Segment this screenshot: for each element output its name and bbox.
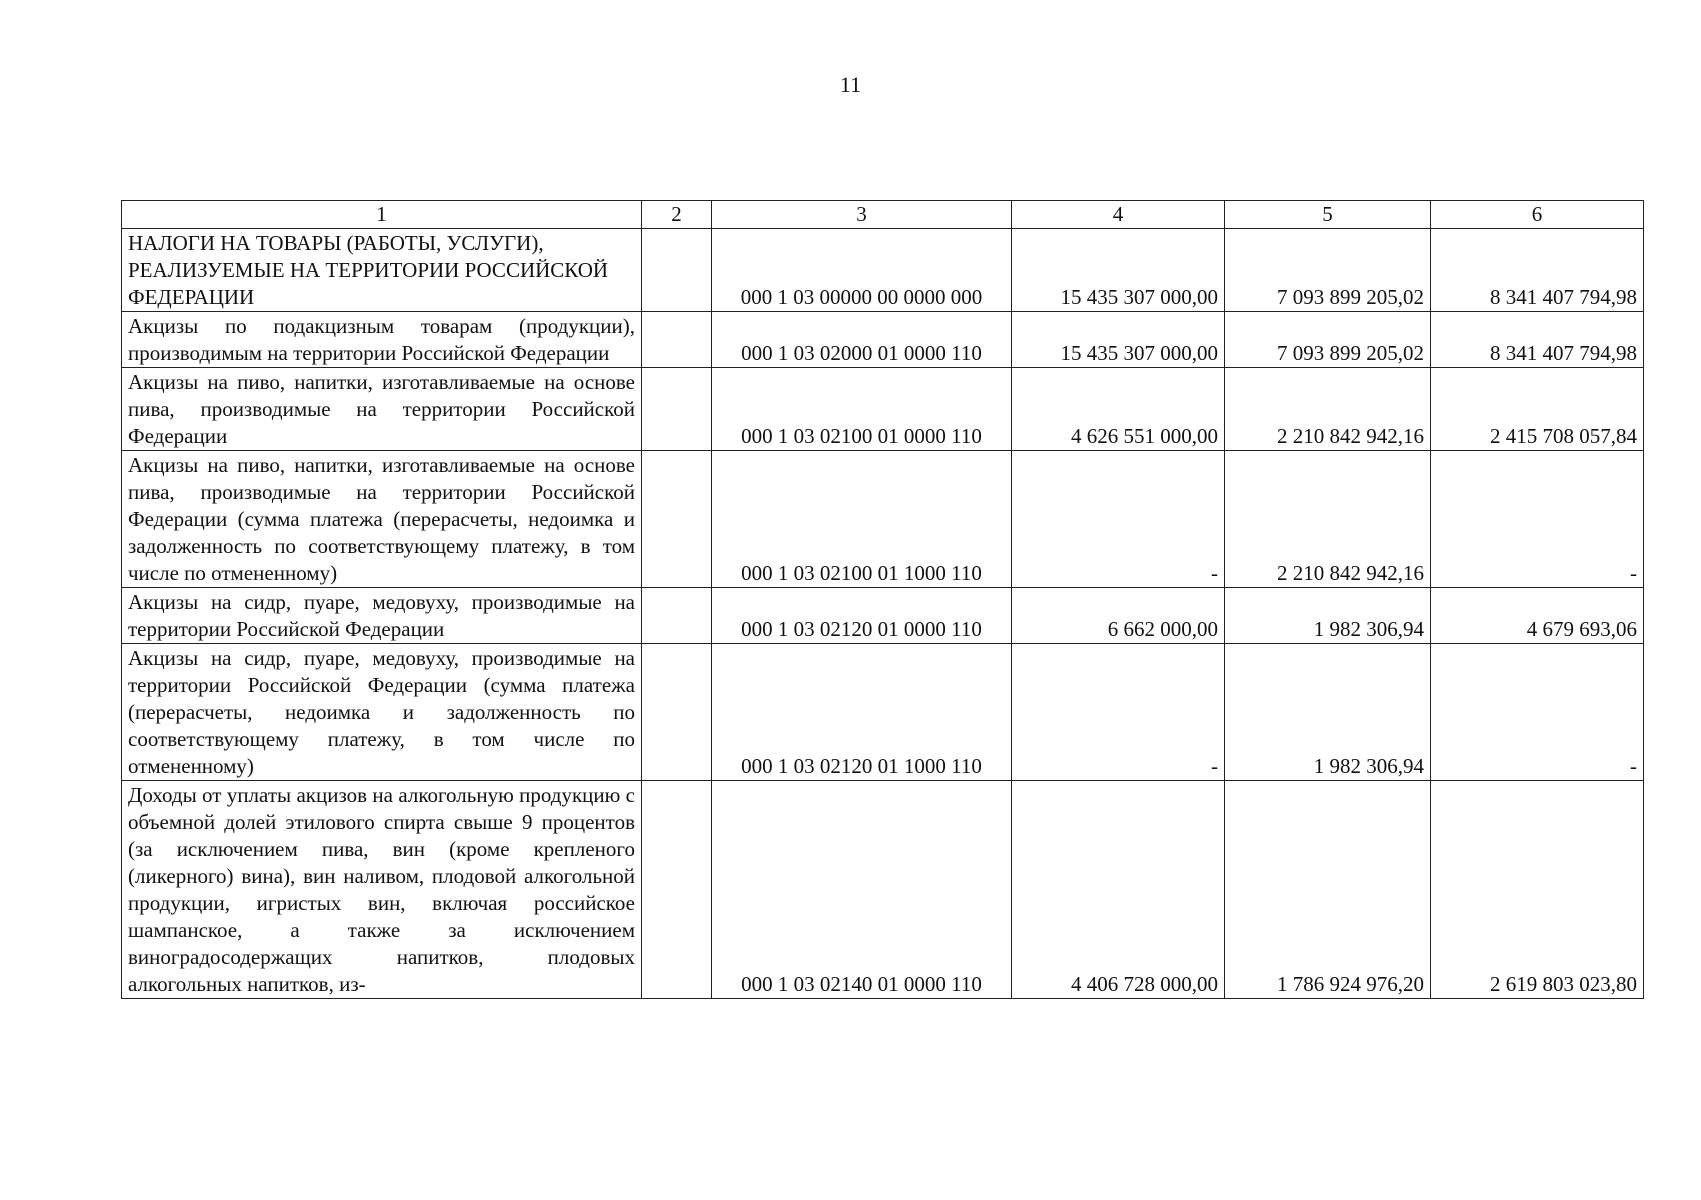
row-col2 [642,368,712,451]
row-remaining: 2 415 708 057,84 [1431,368,1644,451]
row-col2 [642,229,712,312]
row-code: 000 1 03 02100 01 0000 110 [712,368,1012,451]
row-executed: 2 210 842 942,16 [1225,368,1431,451]
row-name: НАЛОГИ НА ТОВАРЫ (РАБОТЫ, УСЛУГИ), РЕАЛИЗУЕМЫЕ НА ТЕРРИТОРИИ РОССИЙСКОЙ ФЕДЕРАЦИИ [122,229,642,312]
row-plan: 15 435 307 000,00 [1012,229,1225,312]
row-name: Акцизы на пиво, напитки, изготавливаемые на основе пива, производимые на территории Российской Федерации [122,368,642,451]
column-header-4: 4 [1012,201,1225,229]
table-row [122,451,1644,588]
table-row [122,312,1644,368]
row-plan: 4 626 551 000,00 [1012,368,1225,451]
row-remaining: 8 341 407 794,98 [1431,312,1644,368]
row-remaining: - [1431,644,1644,781]
row-plan: 4 406 728 000,00 [1012,781,1225,999]
row-remaining: 2 619 803 023,80 [1431,781,1644,999]
row-executed: 1 982 306,94 [1225,588,1431,644]
row-code: 000 1 03 00000 00 0000 000 [712,229,1012,312]
table-row [122,644,1644,781]
row-code: 000 1 03 02120 01 0000 110 [712,588,1012,644]
row-name: Акцизы на пиво, напитки, изготавливаемые на основе пива, производимые на территории Российской Федерации (сумма платежа (перерасчеты, недоимка и задолженность по соответствующему платежу, в том числе по отмененному) [122,451,642,588]
column-header-3: 3 [712,201,1012,229]
row-col2 [642,312,712,368]
row-name: Акцизы на сидр, пуаре, медовуху, производимые на территории Российской Федерации [122,588,642,644]
column-header-6: 6 [1431,201,1644,229]
row-executed: 7 093 899 205,02 [1225,312,1431,368]
row-code: 000 1 03 02140 01 0000 110 [712,781,1012,999]
column-number-row [122,201,1644,229]
table-row [122,368,1644,451]
row-remaining: 4 679 693,06 [1431,588,1644,644]
row-col2 [642,588,712,644]
table-row [122,781,1644,999]
row-code: 000 1 03 02120 01 1000 110 [712,644,1012,781]
row-plan: 15 435 307 000,00 [1012,312,1225,368]
row-name: Доходы от уплаты акцизов на алкогольную продукцию с объемной долей этилового спирта свыше 9 процентов (за исключением пива, вин (кроме крепленого (ликерного) вина), вин наливом, плодовой алкогольной продукции, игристых вин, включая российское шампанское, а также за исключением виноградосодержащих напитков, плодовых алкогольных напитков, из- [122,781,642,999]
row-remaining: - [1431,451,1644,588]
row-plan: - [1012,644,1225,781]
row-executed: 7 093 899 205,02 [1225,229,1431,312]
row-plan: 6 662 000,00 [1012,588,1225,644]
row-executed: 1 786 924 976,20 [1225,781,1431,999]
row-name: Акцизы по подакцизным товарам (продукции), производимым на территории Российской Федерации [122,312,642,368]
page-number: 11 [839,72,862,97]
row-remaining: 8 341 407 794,98 [1431,229,1644,312]
row-code: 000 1 03 02000 01 0000 110 [712,312,1012,368]
row-executed: 1 982 306,94 [1225,644,1431,781]
column-header-5: 5 [1225,201,1431,229]
row-col2 [642,451,712,588]
row-name: Акцизы на сидр, пуаре, медовуху, производимые на территории Российской Федерации (сумма платежа (перерасчеты, недоимка и задолженность по соответствующему платежу, в том числе по отмененному) [122,644,642,781]
table-row [122,229,1644,312]
column-header-1: 1 [122,201,642,229]
row-col2 [642,644,712,781]
row-col2 [642,781,712,999]
row-code: 000 1 03 02100 01 1000 110 [712,451,1012,588]
row-plan: - [1012,451,1225,588]
revenue-table [121,200,1644,999]
row-executed: 2 210 842 942,16 [1225,451,1431,588]
column-header-2: 2 [642,201,712,229]
table-row [122,588,1644,644]
